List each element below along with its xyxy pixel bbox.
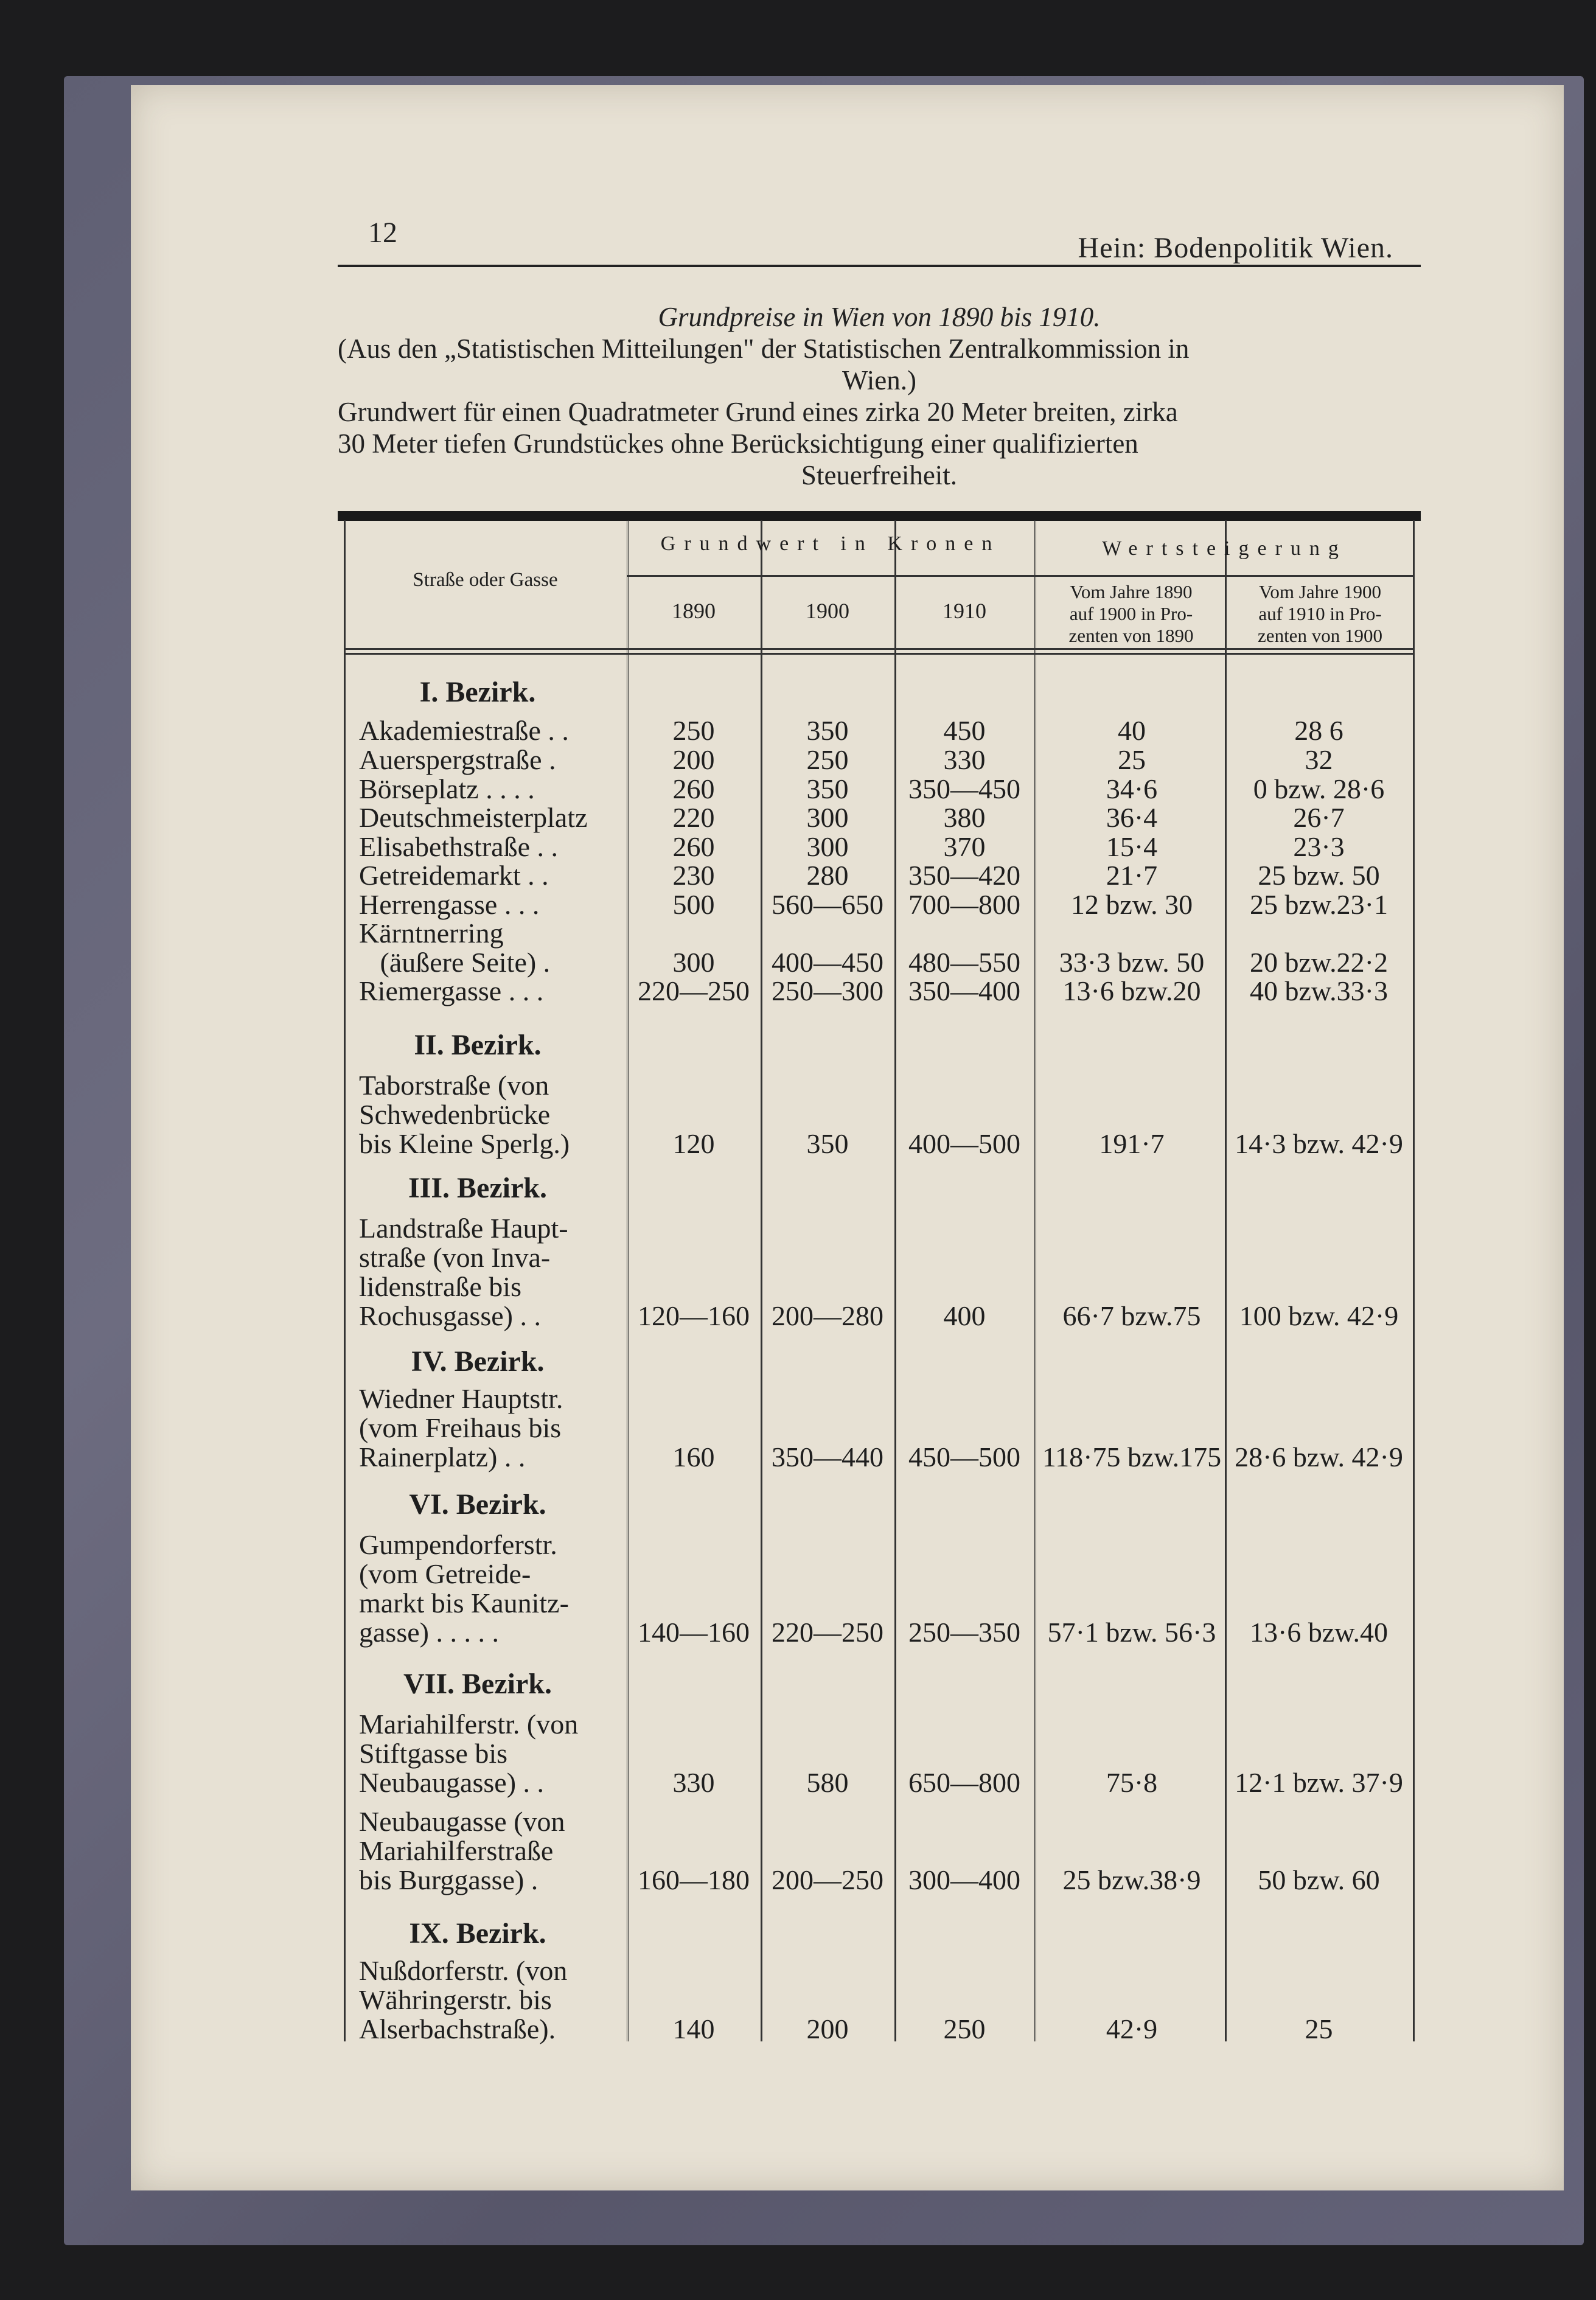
street-name: Deutschmeisterplatz (359, 802, 588, 833)
value-1890: 200 (672, 744, 715, 775)
street-name: Währingerstr. bis (359, 1984, 552, 2015)
increase-1900-1910: 26·7 (1293, 802, 1345, 833)
street-name: (vom Getreide- (359, 1558, 531, 1589)
value-1910: 450 (943, 715, 986, 746)
district-heading: VI. Bezirk. (409, 1488, 546, 1521)
street-name: Elisabethstraße . . (359, 831, 559, 862)
table-row (344, 1709, 1415, 1798)
value-1890: 300 (672, 947, 715, 978)
increase-1900-1910: 13·6 bzw.40 (1250, 1617, 1388, 1648)
increase-1900-1910: 23·3 (1293, 831, 1345, 862)
increase-1890-1900: 75·8 (1106, 1767, 1158, 1798)
value-1900: 300 (806, 802, 849, 833)
increase-1890-1900: 118·75 bzw.175 (1042, 1441, 1222, 1472)
value-1900: 350 (806, 715, 849, 746)
district-heading: IX. Bezirk. (409, 1917, 546, 1950)
value-1890: 330 (672, 1767, 715, 1798)
increase-1900-1910: 12·1 bzw. 37·9 (1235, 1767, 1403, 1798)
street-name: gasse) . . . . . (359, 1617, 499, 1648)
district-heading: II. Bezirk. (414, 1029, 542, 1061)
street-name: Riemergasse . . . (359, 975, 544, 1006)
value-1890: 160 (672, 1441, 715, 1472)
running-title: Hein: Bodenpolitik Wien. (1078, 232, 1393, 264)
source-line: Wien.) (842, 365, 916, 396)
value-1910: 450—500 (908, 1441, 1020, 1472)
street-name: Rainerplatz) . . (359, 1441, 526, 1472)
street-name: Mariahilferstr. (von (359, 1709, 579, 1740)
header-rule (344, 648, 1415, 650)
street-name: Nußdorferstr. (von (359, 1955, 568, 1986)
value-1890: 160—180 (638, 1864, 750, 1895)
value-1900: 250 (806, 744, 849, 775)
value-1900: 350—440 (772, 1441, 883, 1472)
value-1890: 120—160 (638, 1300, 750, 1331)
value-1910: 250—350 (908, 1617, 1020, 1648)
value-1910: 400 (943, 1300, 986, 1331)
table-row (344, 861, 1415, 891)
value-1900: 200 (806, 2013, 849, 2044)
street-name: bis Burggasse) . (359, 1864, 538, 1895)
value-1900: 560—650 (772, 889, 883, 920)
street-name: Börseplatz . . . . (359, 773, 535, 804)
value-1890: 230 (672, 860, 715, 891)
value-1910: 380 (943, 802, 986, 833)
street-name: Akademiestraße . . (359, 715, 569, 746)
street-name: markt bis Kaunitz- (359, 1587, 569, 1619)
table-row (344, 1070, 1415, 1159)
table-row (344, 1955, 1415, 2044)
street-name: straße (von Inva- (359, 1242, 551, 1273)
street-name: (vom Freihaus bis (359, 1412, 562, 1443)
description-line: Grundwert für einen Quadratmeter Grund eines zirka 20 Meter breiten, zirka (338, 397, 1178, 427)
value-1900: 350 (806, 1128, 849, 1159)
value-1900: 250—300 (772, 975, 883, 1006)
value-1890: 260 (672, 773, 715, 804)
increase-1900-1910: 20 bzw.22·2 (1250, 947, 1388, 978)
page-number: 12 (368, 217, 397, 249)
increase-1890-1900: 12 bzw. 30 (1070, 889, 1193, 920)
street-name: Landstraße Haupt- (359, 1213, 568, 1244)
increase-1900-1910: 28 6 (1294, 715, 1343, 746)
value-1900: 580 (806, 1767, 849, 1798)
increase-1890-1900: 34·6 (1106, 773, 1158, 804)
increase-1900-1910: 28·6 bzw. 42·9 (1235, 1441, 1403, 1472)
increase-1890-1900: 15·4 (1106, 831, 1158, 862)
increase-1900-1910: 40 bzw.33·3 (1250, 975, 1388, 1006)
increase-1890-1900: 13·6 bzw.20 (1062, 975, 1201, 1006)
value-1910: 330 (943, 744, 986, 775)
increase-1890-1900: 21·7 (1106, 860, 1158, 891)
district-heading: VII. Bezirk. (403, 1668, 552, 1700)
district-heading: IV. Bezirk. (411, 1345, 545, 1378)
value-1910: 400—500 (908, 1128, 1020, 1159)
table-row (344, 1806, 1415, 1895)
header-grundwert: Grundwert in Kronen (660, 532, 1001, 555)
street-name: Schwedenbrücke (359, 1099, 551, 1130)
district-heading: III. Bezirk. (408, 1172, 547, 1204)
value-1900: 280 (806, 860, 849, 891)
increase-1900-1910: 0 bzw. 28·6 (1253, 773, 1385, 804)
increase-1890-1900: 66·7 bzw.75 (1062, 1300, 1201, 1331)
value-1910: 300—400 (908, 1864, 1020, 1895)
table-intro (338, 301, 1421, 491)
page-header (338, 216, 1421, 267)
street-name: Rochusgasse) . . (359, 1300, 541, 1331)
header-1910: 1910 (943, 599, 986, 623)
increase-1890-1900: 57·1 bzw. 56·3 (1047, 1617, 1216, 1648)
increase-1890-1900: 36·4 (1106, 802, 1158, 833)
street-name: Neubaugasse) . . (359, 1767, 545, 1798)
value-1910: 700—800 (908, 889, 1020, 920)
street-name: Alserbachstraße). (359, 2013, 556, 2044)
value-1910: 370 (943, 831, 986, 862)
street-name: Gumpendorferstr. (359, 1529, 557, 1560)
value-1910: 350—400 (908, 975, 1020, 1006)
heavy-rule (338, 511, 1421, 521)
increase-1900-1910: 100 bzw. 42·9 (1239, 1300, 1399, 1331)
increase-1890-1900: 40 (1118, 715, 1146, 746)
value-1910: 250 (943, 2013, 986, 2044)
value-1890: 260 (672, 831, 715, 862)
table-title: Grundpreise in Wien von 1890 bis 1910. (658, 302, 1101, 332)
description-line: 30 Meter tiefen Grundstückes ohne Berücksichtigung einer qualifizierten (338, 428, 1138, 459)
street-name: Getreidemarkt . . (359, 860, 549, 891)
increase-1890-1900: 25 (1118, 744, 1146, 775)
value-1890: 500 (672, 889, 715, 920)
value-1900: 200—250 (772, 1864, 883, 1895)
value-1890: 220 (672, 802, 715, 833)
source-line: (Aus den „Statistischen Mitteilungen" der Statistischen Zentralkommission in (338, 333, 1190, 364)
street-name: Taborstraße (von (359, 1070, 549, 1101)
increase-1890-1900: 25 bzw.38·9 (1062, 1864, 1201, 1895)
street-name: Stiftgasse bis (359, 1738, 508, 1769)
street-name: Mariahilferstraße (359, 1835, 554, 1866)
table-row (344, 918, 1415, 978)
table-row (344, 1213, 1415, 1331)
increase-1890-1900: 42·9 (1106, 2013, 1158, 2044)
street-name: Wiedner Hauptstr. (359, 1383, 563, 1414)
increase-1890-1900: 191·7 (1099, 1128, 1165, 1159)
table-row (344, 977, 1415, 1007)
value-1890: 250 (672, 715, 715, 746)
table-row (344, 832, 1415, 863)
street-name: Herrengasse . . . (359, 889, 540, 920)
description-line: Steuerfreiheit. (801, 460, 958, 490)
header-street: Straße oder Gasse (413, 569, 558, 591)
value-1910: 350—450 (908, 773, 1020, 804)
table-row (344, 803, 1415, 834)
header-1900: 1900 (806, 599, 849, 623)
price-table (344, 520, 1415, 2044)
street-name: bis Kleine Sperlg.) (359, 1128, 570, 1159)
street-name: Kärntnerring (359, 918, 504, 949)
increase-1900-1910: 25 (1305, 2013, 1333, 2044)
value-1900: 300 (806, 831, 849, 862)
street-name: lidenstraße bis (359, 1271, 521, 1302)
table-row (344, 716, 1415, 747)
increase-1900-1910: 25 bzw.23·1 (1250, 889, 1388, 920)
value-1900: 200—280 (772, 1300, 883, 1331)
table-row (344, 1529, 1415, 1648)
district-heading: I. Bezirk. (419, 676, 536, 708)
value-1900: 400—450 (772, 947, 883, 978)
value-1890: 140 (672, 2013, 715, 2044)
street-name: Auerspergstraße . (359, 744, 556, 775)
value-1900: 220—250 (772, 1617, 883, 1648)
street-name: (äußere Seite) . (359, 947, 551, 978)
header-rule (627, 575, 1413, 577)
table-row (344, 1383, 1415, 1472)
value-1900: 350 (806, 773, 849, 804)
table-row (344, 890, 1415, 921)
header-rule (344, 653, 1415, 655)
header-increase-1900-1910: Vom Jahre 1900 auf 1910 in Pro- zenten von 1900 (1258, 581, 1382, 646)
street-name: Neubaugasse (von (359, 1806, 565, 1837)
value-1910: 350—420 (908, 860, 1020, 891)
increase-1900-1910: 14·3 bzw. 42·9 (1235, 1128, 1403, 1159)
header-1890: 1890 (672, 599, 716, 623)
table-row (344, 775, 1415, 805)
header-wertsteigerung: Wertsteigerung (1102, 537, 1347, 560)
value-1890: 120 (672, 1128, 715, 1159)
value-1890: 140—160 (638, 1617, 750, 1648)
value-1890: 220—250 (638, 975, 750, 1006)
value-1910: 480—550 (908, 947, 1020, 978)
header-increase-1890-1900: Vom Jahre 1890 auf 1900 in Pro- zenten von 1890 (1068, 581, 1194, 646)
increase-1900-1910: 25 bzw. 50 (1258, 860, 1380, 891)
increase-1890-1900: 33·3 bzw. 50 (1059, 947, 1205, 978)
increase-1900-1910: 32 (1305, 744, 1333, 775)
increase-1900-1910: 50 bzw. 60 (1258, 1864, 1380, 1895)
table-row (344, 745, 1415, 776)
value-1910: 650—800 (908, 1767, 1020, 1798)
